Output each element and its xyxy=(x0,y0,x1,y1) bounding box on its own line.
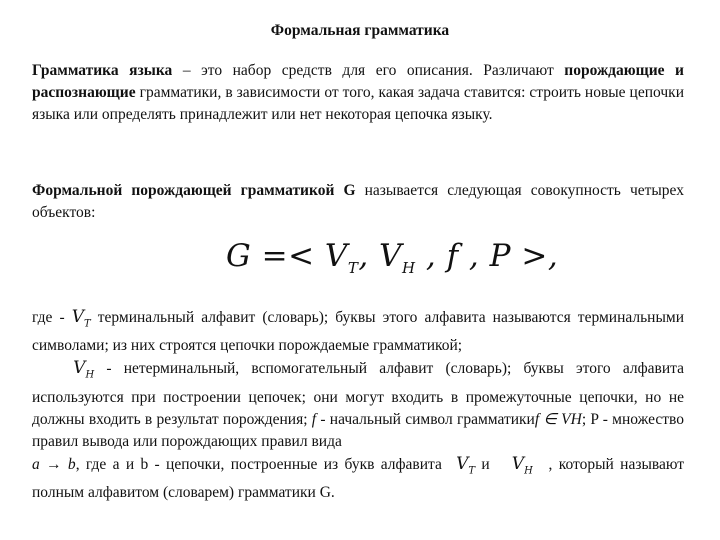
formal-grammar-text: называется следующая совокупность четырех объектов: xyxy=(32,182,684,221)
vh-description: - нетерминальный, вспомогательный алфавит (словарь); буквы этого алфавита используются при построении цепочек; они могут входить в промежуточные цепочки, но не должны входить в результат порождения; xyxy=(32,360,684,428)
f-description: - начальный символ грамматики xyxy=(316,410,535,428)
definition-grammar-paragraph xyxy=(32,60,684,126)
vt-symbol: $V_T$ xyxy=(71,307,91,330)
vh-symbol: $V_H$ xyxy=(32,358,95,381)
formal-grammar-paragraph xyxy=(32,180,684,224)
full-alphabet-text: , который называют полным алфавитом (словарем) грамматики G. xyxy=(32,455,685,502)
vt-description: терминальный алфавит (словарь); буквы этого алфавита называются терминальными символами; из них строятся цепочки порождаемые грамматикой; xyxy=(32,309,684,355)
rule-description: , где a и b - цепочки, построенные из букв алфавита xyxy=(75,455,442,473)
vt-symbol-2: $V_T$ xyxy=(448,453,476,477)
definition-text-cont: грамматики, в зависимости от того, какая задача ставится: строить новые цепочки языка или определять принадлежит или нет некоторая цепочка языку. xyxy=(32,84,684,123)
grammar-formula: $G =< V_T$, $V_H$ , f , P >, xyxy=(226,238,559,278)
term-generating-recognizing: порождающие и распознающие xyxy=(32,62,684,101)
components-paragraph xyxy=(32,306,684,504)
f-symbol: f xyxy=(311,410,317,428)
and-word: и xyxy=(481,455,490,473)
page-title: Формальная грамматика xyxy=(270,22,450,39)
p-description: ; P - множество правил вывода или порождающих правил вида xyxy=(32,410,684,450)
term-grammar: Грамматика языка xyxy=(32,62,173,79)
definition-text: – это набор средств для его описания. Различают xyxy=(172,62,565,79)
where-label: где - xyxy=(32,309,65,326)
rule-expression: a → b xyxy=(32,455,76,473)
vh-symbol-2: $V_H$ xyxy=(496,453,533,477)
term-formal-grammar: Формальной порождающей грамматикой G xyxy=(32,182,356,199)
f-in-vh-expression: f ∈ VH xyxy=(534,410,582,428)
